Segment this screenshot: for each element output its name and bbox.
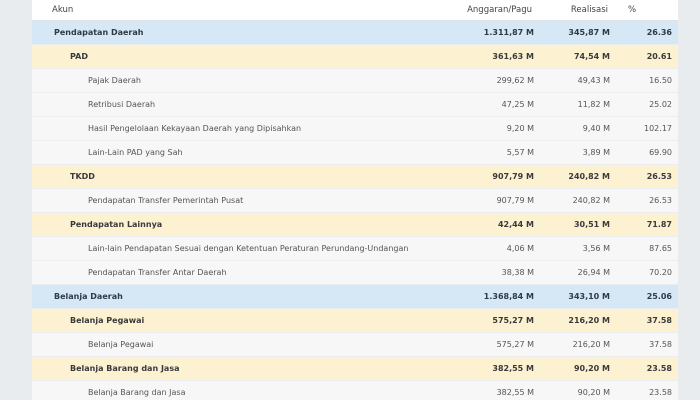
cell-anggaran: 1.368,84 M xyxy=(466,285,546,309)
cell-percent: 26.36 xyxy=(622,21,678,45)
column-header-anggaran[interactable]: Anggaran/Pagu xyxy=(466,0,546,21)
cell-akun: Belanja Barang dan Jasa xyxy=(32,357,466,381)
cell-percent: 25.02 xyxy=(622,93,678,117)
table-row[interactable] xyxy=(32,117,678,141)
cell-percent: 26.53 xyxy=(622,189,678,213)
table-row[interactable] xyxy=(32,141,678,165)
cell-realisasi: 90,20 M xyxy=(546,381,622,400)
table-row-subgroup[interactable] xyxy=(32,165,678,189)
cell-anggaran: 47,25 M xyxy=(466,93,546,117)
cell-akun: PAD xyxy=(32,45,466,69)
table-row-subgroup[interactable] xyxy=(32,309,678,333)
cell-akun: Belanja Barang dan Jasa xyxy=(32,381,466,400)
cell-anggaran: 299,62 M xyxy=(466,69,546,93)
cell-percent: 16.50 xyxy=(622,69,678,93)
cell-percent: 25.06 xyxy=(622,285,678,309)
cell-akun: Belanja Pegawai xyxy=(32,333,466,357)
cell-percent: 102.17 xyxy=(622,117,678,141)
cell-akun: Pendapatan Transfer Pemerintah Pusat xyxy=(32,189,466,213)
cell-anggaran: 1.311,87 M xyxy=(466,21,546,45)
cell-percent: 37.58 xyxy=(622,333,678,357)
cell-realisasi: 216,20 M xyxy=(546,309,622,333)
cell-akun: Belanja Daerah xyxy=(32,285,466,309)
cell-anggaran: 907,79 M xyxy=(466,165,546,189)
cell-realisasi: 216,20 M xyxy=(546,333,622,357)
cell-realisasi: 26,94 M xyxy=(546,261,622,285)
cell-realisasi: 11,82 M xyxy=(546,93,622,117)
cell-akun: Pendapatan Daerah xyxy=(32,21,466,45)
cell-percent: 23.58 xyxy=(622,357,678,381)
budget-table-card xyxy=(32,0,678,400)
cell-realisasi: 49,43 M xyxy=(546,69,622,93)
cell-anggaran: 9,20 M xyxy=(466,117,546,141)
column-header-realisasi[interactable]: Realisasi xyxy=(546,0,622,21)
cell-percent: 37.58 xyxy=(622,309,678,333)
table-row[interactable] xyxy=(32,189,678,213)
cell-anggaran: 4,06 M xyxy=(466,237,546,261)
cell-percent: 70.20 xyxy=(622,261,678,285)
cell-percent: 71.87 xyxy=(622,213,678,237)
cell-realisasi: 345,87 M xyxy=(546,21,622,45)
cell-realisasi: 9,40 M xyxy=(546,117,622,141)
cell-realisasi: 74,54 M xyxy=(546,45,622,69)
table-row[interactable] xyxy=(32,333,678,357)
cell-akun: TKDD xyxy=(32,165,466,189)
cell-anggaran: 42,44 M xyxy=(466,213,546,237)
table-body xyxy=(32,21,678,400)
cell-anggaran: 5,57 M xyxy=(466,141,546,165)
cell-akun: Hasil Pengelolaan Kekayaan Daerah yang Dipisahkan xyxy=(32,117,466,141)
cell-realisasi: 240,82 M xyxy=(546,165,622,189)
cell-anggaran: 361,63 M xyxy=(466,45,546,69)
table-row[interactable] xyxy=(32,93,678,117)
table-header-row xyxy=(32,0,678,21)
cell-akun: Lain-lain Pendapatan Sesuai dengan Ketentuan Peraturan Perundang-Undangan xyxy=(32,237,466,261)
table-row-group[interactable] xyxy=(32,21,678,45)
cell-realisasi: 240,82 M xyxy=(546,189,622,213)
table-row[interactable] xyxy=(32,261,678,285)
cell-anggaran: 575,27 M xyxy=(466,333,546,357)
cell-anggaran: 575,27 M xyxy=(466,309,546,333)
column-header-percent[interactable]: % xyxy=(622,0,678,21)
table-row[interactable] xyxy=(32,381,678,400)
cell-akun: Pendapatan Transfer Antar Daerah xyxy=(32,261,466,285)
table-row-group[interactable] xyxy=(32,285,678,309)
cell-akun: Belanja Pegawai xyxy=(32,309,466,333)
cell-percent: 69.90 xyxy=(622,141,678,165)
cell-realisasi: 90,20 M xyxy=(546,357,622,381)
cell-realisasi: 3,89 M xyxy=(546,141,622,165)
cell-realisasi: 3,56 M xyxy=(546,237,622,261)
column-header-akun[interactable]: Akun xyxy=(32,0,466,21)
budget-realization-table xyxy=(32,0,678,400)
cell-akun: Lain-Lain PAD yang Sah xyxy=(32,141,466,165)
cell-akun: Pajak Daerah xyxy=(32,69,466,93)
cell-percent: 23.58 xyxy=(622,381,678,400)
table-row-subgroup[interactable] xyxy=(32,213,678,237)
cell-percent: 20.61 xyxy=(622,45,678,69)
cell-anggaran: 382,55 M xyxy=(466,357,546,381)
cell-anggaran: 38,38 M xyxy=(466,261,546,285)
cell-realisasi: 30,51 M xyxy=(546,213,622,237)
cell-akun: Retribusi Daerah xyxy=(32,93,466,117)
cell-realisasi: 343,10 M xyxy=(546,285,622,309)
cell-akun: Pendapatan Lainnya xyxy=(32,213,466,237)
cell-percent: 26.53 xyxy=(622,165,678,189)
cell-percent: 87.65 xyxy=(622,237,678,261)
cell-anggaran: 382,55 M xyxy=(466,381,546,400)
table-row[interactable] xyxy=(32,237,678,261)
cell-anggaran: 907,79 M xyxy=(466,189,546,213)
table-row[interactable] xyxy=(32,69,678,93)
table-row-subgroup[interactable] xyxy=(32,45,678,69)
table-row-subgroup[interactable] xyxy=(32,357,678,381)
